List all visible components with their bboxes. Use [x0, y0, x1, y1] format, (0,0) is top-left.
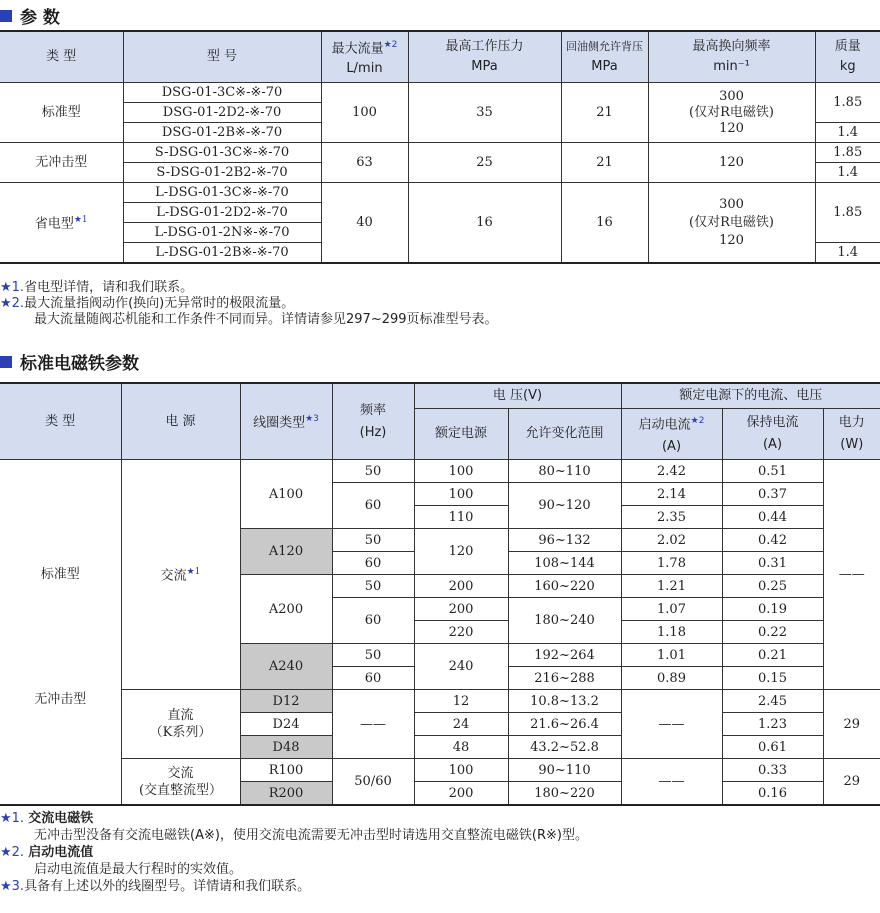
- header-row: [0, 31, 880, 83]
- pressure-cell: 25: [408, 143, 561, 183]
- inrush-cell: 2.35: [621, 506, 722, 529]
- rated-cell: 110: [414, 506, 508, 529]
- freq-cell: ——: [332, 690, 414, 759]
- flow-cell: 40: [321, 183, 408, 264]
- watt-cell: 29: [823, 759, 880, 806]
- hold-cell: 0.51: [722, 460, 823, 483]
- hold-cell: 0.15: [722, 667, 823, 690]
- rated-cell: 120: [414, 529, 508, 575]
- col-type: 类 型: [0, 383, 121, 460]
- note-line: ★2. 启动电流值: [0, 845, 94, 860]
- note-line: ★3.具备有上述以外的线圈型号。详情请和我们联系。: [0, 879, 311, 894]
- power-cell: 交流 (交直整流型）: [121, 759, 240, 806]
- inrush-cell: 1.01: [621, 644, 722, 667]
- type-cell: 无冲击型: [0, 690, 121, 806]
- note-line: ★2.最大流量指阀动作(换向)无异常时的极限流量。: [0, 296, 295, 311]
- params-table: [0, 30, 880, 264]
- mass-cell: 1.4: [815, 163, 880, 183]
- mass-cell: 1.4: [815, 123, 880, 143]
- power-cell: 直流 （K系列）: [121, 690, 240, 759]
- rated-cell: 100: [414, 483, 508, 506]
- table-row: [0, 759, 880, 782]
- range-cell: 80~110: [508, 460, 621, 483]
- inrush-cell: 1.78: [621, 552, 722, 575]
- col-voltage: 电 压(V): [414, 383, 621, 409]
- section-title: 参 数: [20, 8, 60, 28]
- col-max-freq: 最高换向频率 min⁻¹: [648, 31, 815, 83]
- col-freq: 频率 (Hz): [332, 383, 414, 460]
- back-pressure-cell: 21: [561, 143, 648, 183]
- note-line: 启动电流值是最大行程时的实效值。: [34, 862, 243, 877]
- range-cell: 216~288: [508, 667, 621, 690]
- rated-cell: 200: [414, 782, 508, 806]
- hold-cell: 0.33: [722, 759, 823, 782]
- pressure-cell: 35: [408, 83, 561, 143]
- freq-cell: 300 (仅对R电磁铁) 120: [648, 83, 815, 143]
- range-cell: 180~220: [508, 782, 621, 806]
- coil-cell: R200: [240, 782, 332, 806]
- inrush-cell: ——: [621, 690, 722, 759]
- inrush-cell: 2.14: [621, 483, 722, 506]
- freq-cell: 50/60: [332, 759, 414, 806]
- table-row: [0, 83, 880, 103]
- rated-cell: 200: [414, 598, 508, 621]
- watt-cell: 29: [823, 690, 880, 759]
- model-cell: DSG-01-2B※-※-70: [123, 123, 321, 143]
- hold-cell: 0.25: [722, 575, 823, 598]
- note-line: 最大流量随阀芯机能和工作条件不同而异。详情请参见297~299页标准型号表。: [34, 312, 498, 327]
- range-cell: 90~120: [508, 483, 621, 529]
- col-type: 类 型: [0, 31, 123, 83]
- col-power: 电 源: [121, 383, 240, 460]
- table-row: [0, 690, 880, 713]
- model-cell: S-DSG-01-2B2-※-70: [123, 163, 321, 183]
- model-cell: S-DSG-01-3C※-※-70: [123, 143, 321, 163]
- freq-cell: 50: [332, 644, 414, 667]
- freq-cell: 50: [332, 575, 414, 598]
- inrush-cell: 2.42: [621, 460, 722, 483]
- mass-cell: 1.85: [815, 183, 880, 243]
- freq-cell: 60: [332, 552, 414, 575]
- col-max-pressure: 最高工作压力 MPa: [408, 31, 561, 83]
- col-coil: 线圈类型$^{★3}$: [240, 383, 332, 460]
- hold-cell: 0.37: [722, 483, 823, 506]
- section-heading-params: [0, 3, 60, 28]
- coil-cell: A120: [240, 529, 332, 575]
- model-cell: L-DSG-01-2B※-※-70: [123, 243, 321, 264]
- hold-cell: 0.22: [722, 621, 823, 644]
- coil-cell: D48: [240, 736, 332, 759]
- col-mass: 质量 kg: [815, 31, 880, 83]
- model-cell: L-DSG-01-3C※-※-70: [123, 183, 321, 203]
- freq-cell: 60: [332, 483, 414, 529]
- rated-cell: 100: [414, 460, 508, 483]
- freq-cell: 60: [332, 667, 414, 690]
- power-cell: 交流$^{★1}$: [121, 460, 240, 690]
- freq-cell: 120: [648, 143, 815, 183]
- table-row: [0, 143, 880, 163]
- hold-cell: 0.31: [722, 552, 823, 575]
- back-pressure-cell: 16: [561, 183, 648, 264]
- type-cell: 标准型: [0, 83, 123, 143]
- range-cell: 180~240: [508, 598, 621, 644]
- hold-cell: 2.45: [722, 690, 823, 713]
- col-range: 允许变化范围: [508, 409, 621, 460]
- flow-cell: 63: [321, 143, 408, 183]
- rated-cell: 240: [414, 644, 508, 690]
- rated-cell: 220: [414, 621, 508, 644]
- inrush-cell: 1.18: [621, 621, 722, 644]
- freq-cell: 50: [332, 460, 414, 483]
- heading-square-icon: [0, 356, 12, 368]
- section-heading-solenoid: [0, 349, 139, 374]
- coil-cell: A200: [240, 575, 332, 644]
- coil-cell: A240: [240, 644, 332, 690]
- coil-cell: R100: [240, 759, 332, 782]
- col-max-flow: 最大流量$^{★2}$ L/min: [321, 31, 408, 83]
- range-cell: 10.8~13.2: [508, 690, 621, 713]
- rated-cell: 48: [414, 736, 508, 759]
- range-cell: 192~264: [508, 644, 621, 667]
- inrush-cell: 1.21: [621, 575, 722, 598]
- range-cell: 160~220: [508, 575, 621, 598]
- inrush-cell: 2.02: [621, 529, 722, 552]
- solenoid-table: [0, 382, 880, 806]
- back-pressure-cell: 21: [561, 83, 648, 143]
- watt-cell: ——: [823, 460, 880, 690]
- note-line: ★1.省电型详情，请和我们联系。: [0, 280, 194, 295]
- table-row: [0, 460, 880, 483]
- col-back-pressure: 回油侧允许背压 MPa: [561, 31, 648, 83]
- inrush-cell: 1.07: [621, 598, 722, 621]
- range-cell: 43.2~52.8: [508, 736, 621, 759]
- range-cell: 108~144: [508, 552, 621, 575]
- model-cell: L-DSG-01-2N※-※-70: [123, 223, 321, 243]
- hold-cell: 0.21: [722, 644, 823, 667]
- inrush-cell: 0.89: [621, 667, 722, 690]
- section-title: 标准电磁铁参数: [20, 354, 139, 374]
- hold-cell: 0.44: [722, 506, 823, 529]
- note-line: ★1. 交流电磁铁: [0, 811, 94, 826]
- coil-cell: D12: [240, 690, 332, 713]
- params-notes: [0, 280, 498, 328]
- hold-cell: 1.23: [722, 713, 823, 736]
- type-cell: 无冲击型: [0, 143, 123, 183]
- col-rated: 额定电源: [414, 409, 508, 460]
- hold-cell: 0.42: [722, 529, 823, 552]
- heading-square-icon: [0, 10, 12, 22]
- col-inrush: 启动电流$^{★2}$ (A): [621, 409, 722, 460]
- pressure-cell: 16: [408, 183, 561, 264]
- hold-cell: 0.61: [722, 736, 823, 759]
- note-line: 无冲击型没备有交流电磁铁(A※)，使用交流电流需要无冲击型时请选用交直整流电磁铁(R※)型。: [34, 828, 588, 843]
- rated-cell: 100: [414, 759, 508, 782]
- col-hold: 保持电流 (A): [722, 409, 823, 460]
- freq-cell: 300 (仅对R电磁铁) 120: [648, 183, 815, 264]
- coil-cell: A100: [240, 460, 332, 529]
- flow-cell: 100: [321, 83, 408, 143]
- solenoid-notes: [0, 810, 588, 895]
- range-cell: 21.6~26.4: [508, 713, 621, 736]
- col-watt: 电力 (W): [823, 409, 880, 460]
- mass-cell: 1.85: [815, 83, 880, 123]
- rated-cell: 24: [414, 713, 508, 736]
- model-cell: DSG-01-3C※-※-70: [123, 83, 321, 103]
- table-row: [0, 183, 880, 203]
- mass-cell: 1.85: [815, 143, 880, 163]
- hold-cell: 0.16: [722, 782, 823, 806]
- model-cell: DSG-01-2D2-※-70: [123, 103, 321, 123]
- inrush-cell: ——: [621, 759, 722, 806]
- type-cell: 标准型: [0, 460, 121, 690]
- coil-cell: D24: [240, 713, 332, 736]
- freq-cell: 50: [332, 529, 414, 552]
- hold-cell: 0.19: [722, 598, 823, 621]
- model-cell: L-DSG-01-2D2-※-70: [123, 203, 321, 223]
- range-cell: 96~132: [508, 529, 621, 552]
- freq-cell: 60: [332, 598, 414, 644]
- type-cell: 省电型$^{★1}$: [0, 183, 123, 264]
- rated-cell: 12: [414, 690, 508, 713]
- mass-cell: 1.4: [815, 243, 880, 264]
- rated-cell: 200: [414, 575, 508, 598]
- range-cell: 90~110: [508, 759, 621, 782]
- col-current-group: 额定电源下的电流、电压: [621, 383, 880, 409]
- col-model: 型 号: [123, 31, 321, 83]
- header-row: [0, 383, 880, 409]
